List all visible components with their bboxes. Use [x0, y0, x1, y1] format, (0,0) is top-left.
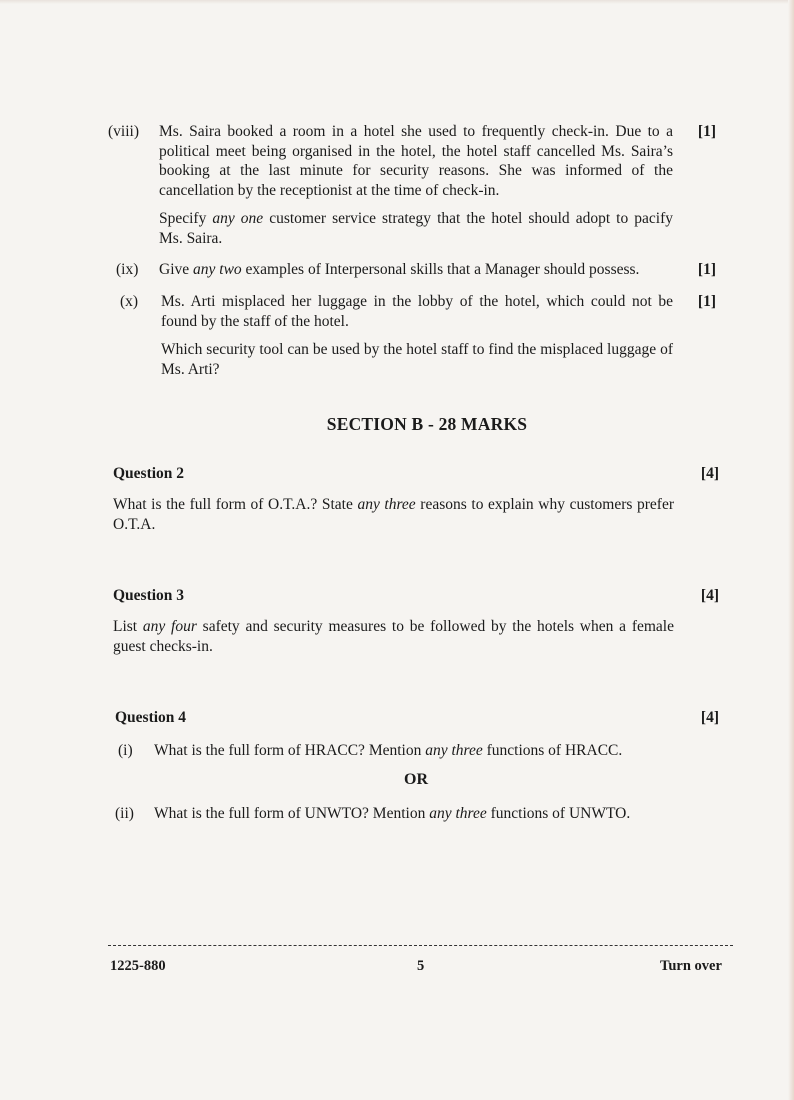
- part-text: [154, 741, 622, 761]
- question-title: Question 2: [113, 465, 185, 482]
- section-title: SECTION B - 28 MARKS: [326, 414, 528, 434]
- question-marks: [4]: [700, 709, 719, 726]
- part-number: (i): [118, 742, 133, 759]
- part-emphasis: any three: [429, 805, 487, 822]
- page-edge-top: [0, 0, 794, 4]
- turn-over-label: Turn over: [660, 958, 722, 974]
- part-emphasis: any three: [425, 742, 483, 759]
- item-number: (ix): [116, 261, 139, 278]
- item-marks: [1]: [697, 123, 716, 140]
- instruction-text: Specify: [159, 210, 213, 227]
- item-text: Give: [159, 261, 194, 278]
- item-marks: [1]: [697, 261, 716, 278]
- part-text-segment: functions of UNWTO.: [486, 805, 631, 822]
- part-text-segment: What is the full form of HRACC? Mention: [154, 742, 426, 759]
- item-instruction: [159, 209, 673, 248]
- question-text: safety and security measures to be followed by the hotels when a female guest checks-in.: [113, 618, 674, 655]
- page-number: 5: [417, 958, 425, 974]
- item-body: [161, 292, 673, 388]
- question-text: reasons to explain why customers prefer O.T.A.: [113, 496, 675, 533]
- question-emphasis: any three: [357, 496, 416, 513]
- item-text: examples of Interpersonal skills that a Manager should possess.: [241, 261, 640, 278]
- question-marks: [4]: [700, 587, 719, 604]
- item-body: [159, 260, 719, 280]
- question-emphasis: any four: [142, 618, 197, 635]
- item-emphasis: any two: [193, 261, 242, 278]
- item-number: (x): [120, 293, 139, 310]
- item-body: [159, 122, 673, 257]
- footer-divider: [108, 945, 733, 946]
- paper-code: 1225-880: [110, 958, 166, 974]
- instruction-text: customer service strategy that the hotel should adopt to pacify Ms. Saira.: [159, 210, 673, 247]
- instruction-emphasis: any one: [212, 210, 264, 227]
- question-2-text: [113, 495, 674, 535]
- question-2-header: [113, 465, 719, 483]
- item-number: (viii): [108, 123, 139, 140]
- item-paragraph: Ms. Saira booked a room in a hotel she used to frequently check-in. Due to a political meet being organised in the hotel, the hotel staff cancelled Ms. Saira’s booking at the last minute for security reasons. She was informed of the cancellation by the receptionist at the time of check-in.: [159, 123, 673, 199]
- part-number: (ii): [115, 805, 134, 822]
- question-marks: [4]: [700, 465, 719, 482]
- question-4-header: [115, 709, 719, 727]
- question-text: List: [113, 618, 143, 635]
- question-3-text: [113, 617, 674, 657]
- part-text: [154, 804, 630, 824]
- item-paragraph: Which security tool can be used by the hotel staff to find the misplaced luggage of Ms. Arti?: [161, 341, 673, 378]
- question-title: Question 4: [115, 709, 187, 726]
- or-separator: OR: [404, 771, 428, 788]
- question-text: What is the full form of O.T.A.? State: [113, 496, 358, 513]
- item-marks: [1]: [697, 293, 716, 310]
- page-edge-right: [788, 0, 794, 1100]
- item-paragraph: Ms. Arti misplaced her luggage in the lobby of the hotel, which could not be found by the staff of the hotel.: [161, 293, 673, 330]
- question-3-header: [113, 587, 719, 605]
- question-title: Question 3: [113, 587, 185, 604]
- part-text-segment: functions of HRACC.: [482, 742, 623, 759]
- part-text-segment: What is the full form of UNWTO? Mention: [154, 805, 430, 822]
